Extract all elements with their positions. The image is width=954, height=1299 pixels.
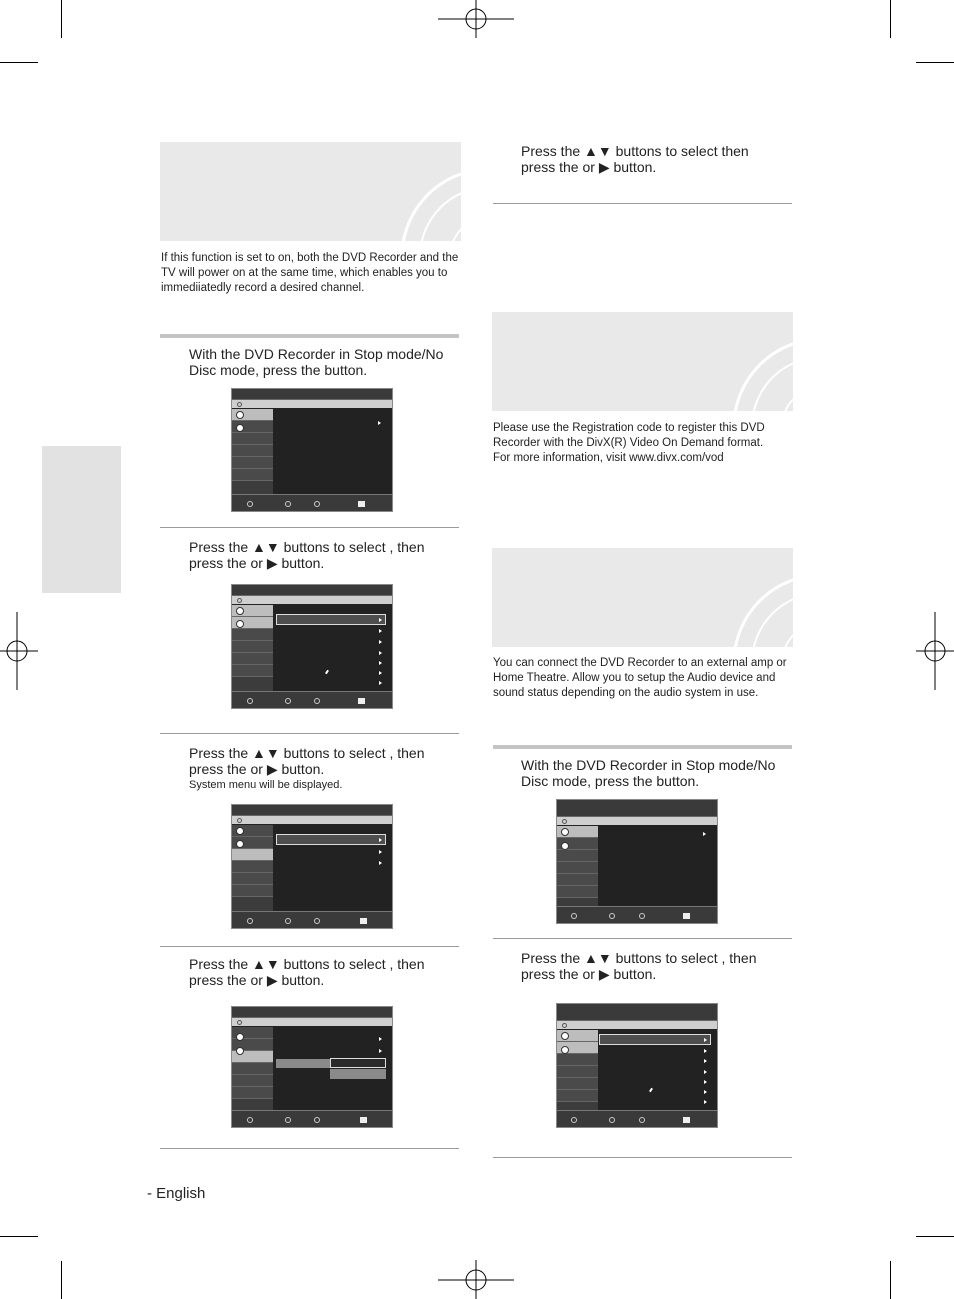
step-2-left: Press the ▲▼ buttons to select , then press the or ▶ button. (189, 539, 425, 571)
setup-icon (561, 1032, 569, 1040)
ok-icon (609, 1117, 615, 1123)
step-3-text: Press the ▲▼ buttons to select , then press the or ▶ button. (189, 745, 425, 777)
page-label: - English (147, 1185, 206, 1202)
exit-icon (358, 501, 365, 507)
exit-icon (683, 913, 690, 919)
return-icon (314, 501, 320, 507)
gear-icon (561, 842, 569, 850)
ok-icon (285, 698, 291, 704)
registration-mark-bottom (436, 1260, 516, 1299)
gear-icon (561, 1046, 569, 1054)
ok-icon (609, 913, 615, 919)
step-top-right: Press the ▲▼ buttons to select then press the or ▶ button. (521, 143, 749, 175)
disc-icon (160, 142, 461, 241)
step-3-note: System menu will be displayed. (189, 779, 343, 791)
setup-icon (236, 1033, 244, 1041)
step-2-right: Press the ▲▼ buttons to select , then press the or ▶ button. (521, 950, 757, 982)
intro-text-audio: You can connect the DVD Recorder to an external amp or Home Theatre. Allow you to setup the Audio device and sound status depending on the audio system in use. (493, 657, 787, 699)
section-banner-audio (492, 548, 793, 647)
gear-icon (236, 840, 244, 848)
return-icon (639, 913, 645, 919)
gear-icon (236, 1047, 244, 1055)
return-icon (314, 1117, 320, 1123)
intro-text-left: If this function is set to on, both the DVD Recorder and the TV will power on at the same time, which enables you to immediiatedly record a desired channel. (161, 252, 459, 294)
move-icon (247, 918, 253, 924)
move-icon (571, 913, 577, 919)
step-1-right: With the DVD Recorder in Stop mode/No Disc mode, press the button. (521, 757, 776, 789)
move-icon (247, 501, 253, 507)
menu-screen-5 (556, 799, 718, 924)
ok-icon (285, 501, 291, 507)
return-icon (639, 1117, 645, 1123)
return-icon (314, 698, 320, 704)
disc-icon (492, 312, 793, 411)
move-icon (247, 1117, 253, 1123)
step-4-left: Press the ▲▼ buttons to select , then press the or ▶ button. (189, 956, 425, 988)
registration-mark-left (0, 612, 40, 690)
move-icon (571, 1117, 577, 1123)
menu-screen-4 (231, 1006, 393, 1128)
section-banner-left (160, 142, 461, 241)
setup-icon (236, 411, 244, 419)
move-icon (247, 698, 253, 704)
exit-icon (358, 698, 365, 704)
intro-text-divx: Please use the Registration code to register this DVD Recorder with the DivX(R) Video On Demand format. For more information, visit www.divx.com/vod (493, 422, 765, 464)
menu-screen-6 (556, 1003, 718, 1128)
setup-icon (236, 607, 244, 615)
exit-icon (683, 1117, 690, 1123)
registration-mark-right (914, 612, 954, 690)
menu-screen-1 (231, 388, 393, 512)
disc-icon (492, 548, 793, 647)
setup-icon (236, 827, 244, 835)
section-banner-divx (492, 312, 793, 411)
gear-icon (236, 620, 244, 628)
registration-mark-top (436, 0, 516, 40)
gear-icon (236, 424, 244, 432)
exit-icon (360, 918, 367, 924)
exit-icon (360, 1117, 367, 1123)
return-icon (314, 918, 320, 924)
step-3-left (189, 745, 451, 792)
step-1-left: With the DVD Recorder in Stop mode/No Disc mode, press the button. (189, 346, 444, 378)
ok-icon (285, 1117, 291, 1123)
ok-icon (285, 918, 291, 924)
setup-icon (561, 828, 569, 836)
chapter-side-tab (42, 446, 121, 593)
menu-screen-2 (231, 584, 393, 709)
menu-screen-3 (231, 804, 393, 929)
